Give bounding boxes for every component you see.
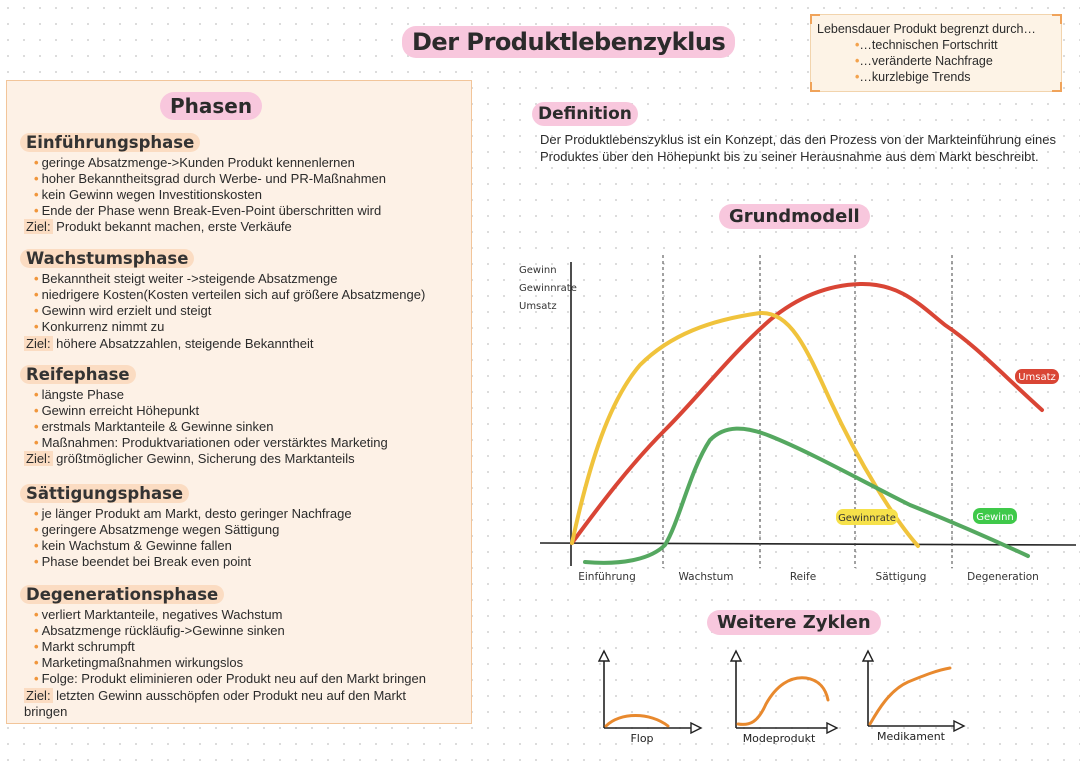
weitere-zyklen-title: Weitere Zyklen <box>707 610 881 635</box>
section-title-degeneration: Degenerationsphase <box>20 585 224 604</box>
list-item: • kein Gewinn wegen Investitionskosten <box>34 187 262 202</box>
gewinnrate-label: Gewinnrate <box>838 513 896 524</box>
list-item: • Konkurrenz nimmt zu <box>34 319 165 334</box>
ziel-line-continued: bringen <box>24 704 68 719</box>
med-label: Medikament <box>877 730 945 743</box>
list-item: • Maßnahmen: Produktvariationen oder verstärktes Marketing <box>34 435 388 450</box>
bullet-dot: • <box>855 38 860 52</box>
list-item: • geringe Absatzmenge->Kunden Produkt kennenlernen <box>34 155 355 170</box>
phase-label: Degeneration <box>967 571 1039 583</box>
section-title-saettigung: Sättigungsphase <box>20 484 189 503</box>
arrow-up-icon <box>731 651 741 661</box>
list-item: • Bekanntheit steigt weiter ->steigende Absatzmenge <box>34 271 338 286</box>
definition-text: Der Produktlebenszyklus ist ein Konzept, das den Prozess von der Markteinführung eines Produktes über den Höhepunkt bis zu seiner Herausnahme aus dem Markt beschreibt. <box>540 132 1056 164</box>
list-item: • erstmals Marktanteile & Gewinne sinken <box>34 419 274 434</box>
section-title-reife: Reifephase <box>20 365 136 384</box>
list-item: • geringere Absatzmenge wegen Sättigung <box>34 522 280 537</box>
list-item: • Gewinn erreicht Höhepunkt <box>34 403 200 418</box>
phase-label: Reife <box>789 571 817 583</box>
list-item: • kein Wachstum & Gewinne fallen <box>34 538 232 553</box>
list-item: • je länger Produkt am Markt, desto geringer Nachfrage <box>34 506 352 521</box>
info-item: •…technischen Fortschritt <box>855 38 998 52</box>
info-item: •…veränderte Nachfrage <box>855 54 993 68</box>
grundmodell-title: Grundmodell <box>719 204 870 229</box>
y-label-gewinnrate: Gewinnrate <box>519 283 577 294</box>
list-item: • Phase beendet bei Break even point <box>34 554 252 569</box>
definition-title: Definition <box>532 102 638 126</box>
y-label-umsatz: Umsatz <box>519 301 557 312</box>
info-box-heading: Lebensdauer Produkt begrenzt durch… <box>817 22 1036 36</box>
flop-curve <box>606 716 668 727</box>
umsatz-curve <box>572 284 1042 543</box>
mode-label: Modeprodukt <box>742 732 816 745</box>
flop-label: Flop <box>630 732 654 745</box>
ziel-line: Ziel: letzten Gewinn ausschöpfen oder Produkt neu auf den Markt <box>26 688 406 703</box>
phasen-title: Phasen <box>160 92 262 120</box>
list-item: • längste Phase <box>34 387 124 402</box>
med-curve <box>870 668 950 724</box>
list-item: • Ende der Phase wenn Break-Even-Point überschritten wird <box>34 203 382 218</box>
y-label-gewinn: Gewinn <box>519 265 557 276</box>
arrow-up-icon <box>599 651 609 661</box>
ziel-line: Ziel: höhere Absatzzahlen, steigende Bekanntheit <box>26 336 314 351</box>
list-item: • hoher Bekanntheitsgrad durch Werbe- und PR-Maßnahmen <box>34 171 387 186</box>
phase-label: Wachstum <box>678 571 734 583</box>
info-item: •…kurzlebige Trends <box>855 70 971 84</box>
list-item: • Markt schrumpft <box>34 639 135 654</box>
list-item: • Marketingmaßnahmen wirkungslos <box>34 655 244 670</box>
list-item: • Gewinn wird erzielt und steigt <box>34 303 212 318</box>
ziel-line: Ziel: größtmöglicher Gewinn, Sicherung des Marktanteils <box>26 451 355 466</box>
mode-curve <box>738 678 828 725</box>
bullet-dot: • <box>855 70 860 84</box>
arrow-right-icon <box>691 723 701 733</box>
section-title-einfuehrung: Einführungsphase <box>20 133 200 152</box>
section-title-wachstum: Wachstumsphase <box>20 249 194 268</box>
phase-label: Einführung <box>578 571 636 583</box>
ziel-line: Ziel: Produkt bekannt machen, erste Verkäufe <box>26 219 292 234</box>
list-item: • Folge: Produkt eliminieren oder Produkt neu auf den Markt bringen <box>34 671 427 686</box>
list-item: • Absatzmenge rückläufig->Gewinne sinken <box>34 623 285 638</box>
page-title: Der Produktlebenzyklus <box>402 26 735 58</box>
arrow-right-icon <box>954 721 964 731</box>
gewinn-label: Gewinn <box>976 512 1014 523</box>
list-item: • verliert Marktanteile, negatives Wachstum <box>34 607 283 622</box>
arrow-right-icon <box>827 723 837 733</box>
phase-label: Sättigung <box>875 571 927 583</box>
bullet-dot: • <box>855 54 860 68</box>
umsatz-label: Umsatz <box>1018 372 1056 383</box>
list-item: • niedrigere Kosten(Kosten verteilen sich auf größere Absatzmenge) <box>34 287 426 302</box>
arrow-up-icon <box>863 651 873 661</box>
